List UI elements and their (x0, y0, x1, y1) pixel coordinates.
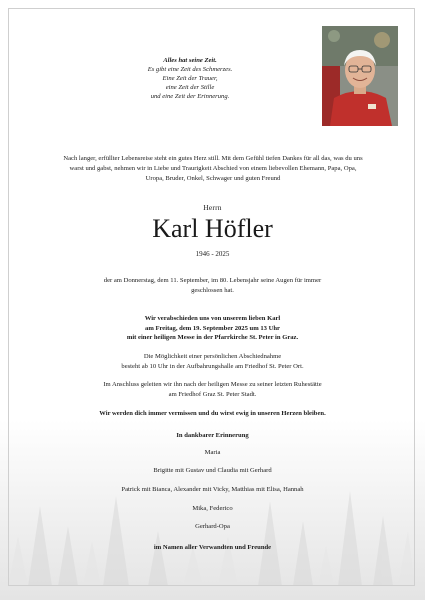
burial-line: Im Anschluss geleiten wir ihn nach der heiligen Messe zu seiner letzten Ruhestätte (103, 381, 322, 388)
burial-line: am Friedhof Graz St. Peter Stadt. (168, 390, 257, 398)
quote-line: Alles hat seine Zeit. (163, 57, 217, 64)
intro-line: warst und gabst, nehmen wir in Liebe und Traurigkeit Abschied von einem liebevollen Ehemann, Papa, Opa, (69, 165, 357, 172)
mourners-heading: In dankbarer Erinnerung (176, 432, 249, 439)
viewing-line: Die Möglichkeit einer persönlichen Abschiednahme (143, 353, 282, 360)
funeral-line: Wir verabschieden uns von unserem lieben Karl (144, 315, 281, 322)
life-years: 1946 - 2025 (195, 250, 230, 258)
death-notice-line: geschlossen hat. (191, 286, 234, 294)
quote-line: Es gibt eine Zeit des Schmerzes. (147, 66, 233, 73)
quote-line: Eine Zeit der Trauer, (162, 75, 218, 82)
viewing-details (40, 352, 385, 371)
mourner-name: Maria (204, 449, 221, 456)
death-notice (40, 276, 385, 295)
deceased-name: Karl Höfler (152, 214, 273, 243)
portrait-photo (322, 26, 398, 126)
mourner-name: Mika, Federico (192, 505, 233, 512)
intro-line: Nach langer, erfüllter Lebensreise steht ein gutes Herz still. Mit dem Gefühl tiefen Dankes für all das, was du uns (63, 155, 363, 162)
poem-quote (120, 56, 260, 101)
intro-text (18, 154, 408, 184)
quote-line: und eine Zeit der Erinnerung. (150, 93, 230, 100)
mourner-name: Patrick mit Bianca, Alexander mit Vicky, Matthias mit Elisa, Hannah (121, 486, 304, 493)
mourner-name: Gerhard-Opa (195, 523, 230, 530)
burial-details (40, 380, 385, 399)
funeral-line: am Freitag, dem 19. September 2025 um 13 Uhr (145, 324, 280, 332)
closing-line: im Namen aller Verwandten und Freunde (153, 544, 272, 551)
death-notice-line: der am Donnerstag, dem 11. September, im 80. Lebensjahr seine Augen für immer (103, 277, 322, 284)
mourner-name: Brigitte mit Gustav und Claudia mit Gerhard (153, 467, 272, 474)
farewell-message: Wir werden dich immer vermissen und du wirst ewig in unseren Herzen bleiben. (99, 410, 326, 417)
viewing-line: besteht ab 10 Uhr in der Aufbahrungshalle am Friedhof St. Peter Ort. (121, 362, 304, 370)
funeral-details (40, 314, 385, 343)
funeral-line: mit einer heiligen Messe in der Pfarrkirche St. Peter in Graz. (126, 334, 299, 341)
salutation: Herrn (203, 203, 222, 212)
quote-line: eine Zeit der Stille (165, 84, 215, 91)
intro-line: Uropa, Bruder, Onkel, Schwager und guten Freund (145, 175, 281, 182)
